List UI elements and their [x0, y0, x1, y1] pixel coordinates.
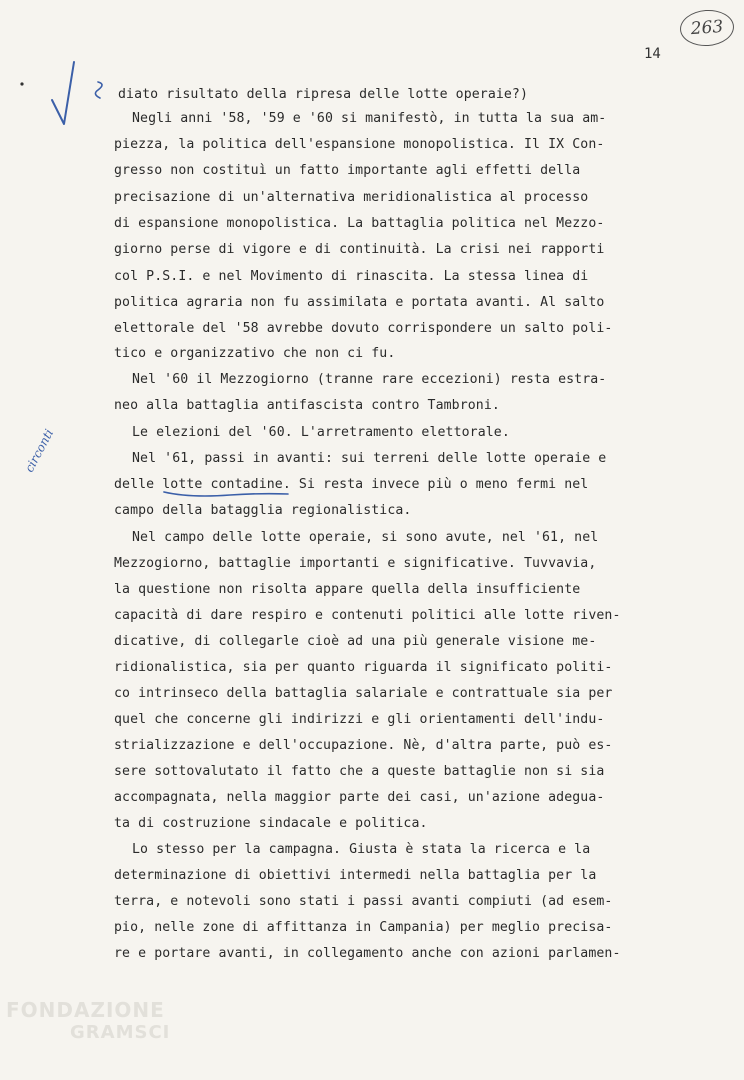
text-line: Nel '61, passi in avanti: sui terreni delle lotte operaie e — [132, 451, 607, 466]
text-line: diato risultato della ripresa delle lotte operaie?) — [118, 87, 529, 102]
marginal-note: circonti — [22, 426, 57, 475]
text-line: Nel campo delle lotte operaie, si sono avute, nel '61, nel — [132, 530, 599, 545]
text-line: di espansione monopolistica. La battaglia politica nel Mezzo- — [114, 216, 605, 231]
text-line: accompagnata, nella maggior parte dei casi, un'azione adegua- — [114, 790, 605, 805]
text-line: quel che concerne gli indirizzi e gli orientamenti dell'indu- — [114, 712, 605, 727]
text-line: co intrinseco della battaglia salariale e contrattuale sia per — [114, 686, 613, 701]
text-line: campo della batagglia regionalistica. — [114, 503, 412, 518]
dot-mark-icon — [18, 80, 26, 88]
text-line: sere sottovalutato il fatto che a queste battaglie non si sia — [114, 764, 605, 779]
archive-number: 263 — [679, 8, 735, 48]
text-line: terra, e notevoli sono stati i passi avanti compiuti (ad esem- — [114, 894, 613, 909]
text-line: politica agraria non fu assimilata e portata avanti. Al salto — [114, 295, 605, 310]
text-line: dicative, di collegarle cioè ad una più generale visione me- — [114, 634, 597, 649]
text-line: elettorale del '58 avrebbe dovuto corrispondere un salto poli- — [114, 321, 613, 336]
watermark-line2: GRAMSCI — [70, 1022, 171, 1043]
text-line: Nel '60 il Mezzogiorno (tranne rare eccezioni) resta estra- — [132, 372, 607, 387]
text-line: Negli anni '58, '59 e '60 si manifestò, in tutta la sua am- — [132, 111, 607, 126]
text-line: pio, nelle zone di affittanza in Campania) per meglio precisa- — [114, 920, 613, 935]
text-line: ta di costruzione sindacale e politica. — [114, 816, 428, 831]
watermark-line1: FONDAZIONE — [6, 998, 165, 1022]
text-line: tico e organizzativo che non ci fu. — [114, 346, 396, 361]
text-line: determinazione di obiettivi intermedi nella battaglia per la — [114, 868, 597, 883]
check-mark-icon — [40, 56, 120, 136]
text-line: col P.S.I. e nel Movimento di rinascita. La stessa linea di — [114, 269, 589, 284]
text-line: Lo stesso per la campagna. Giusta è stata la ricerca e la — [132, 842, 591, 857]
text-line: precisazione di un'alternativa meridionalistica al processo — [114, 190, 589, 205]
text-line: re e portare avanti, in collegamento anche con azioni parlamen- — [114, 946, 621, 961]
text-line: ridionalistica, sia per quanto riguarda il significato politi- — [114, 660, 613, 675]
text-line: delle lotte contadine. Si resta invece più o meno fermi nel — [114, 477, 589, 492]
text-line: piezza, la politica dell'espansione monopolistica. Il IX Con- — [114, 137, 605, 152]
page-number: 14 — [644, 46, 661, 62]
watermark — [6, 998, 196, 1074]
text-line: neo alla battaglia antifascista contro Tambroni. — [114, 398, 500, 413]
text-line: Mezzogiorno, battaglie importanti e significative. Tuvvavia, — [114, 556, 597, 571]
text-line: Le elezioni del '60. L'arretramento elettorale. — [132, 425, 510, 440]
text-line: strializzazione e dell'occupazione. Nè, d'altra parte, può es- — [114, 738, 613, 753]
text-line: la questione non risolta appare quella della insufficiente — [114, 582, 581, 597]
text-line: giorno perse di vigore e di continuità. La crisi nei rapporti — [114, 242, 605, 257]
text-line: capacità di dare respiro e contenuti politici alle lotte riven- — [114, 608, 621, 623]
text-line: gresso non costituì un fatto importante agli effetti della — [114, 163, 581, 178]
